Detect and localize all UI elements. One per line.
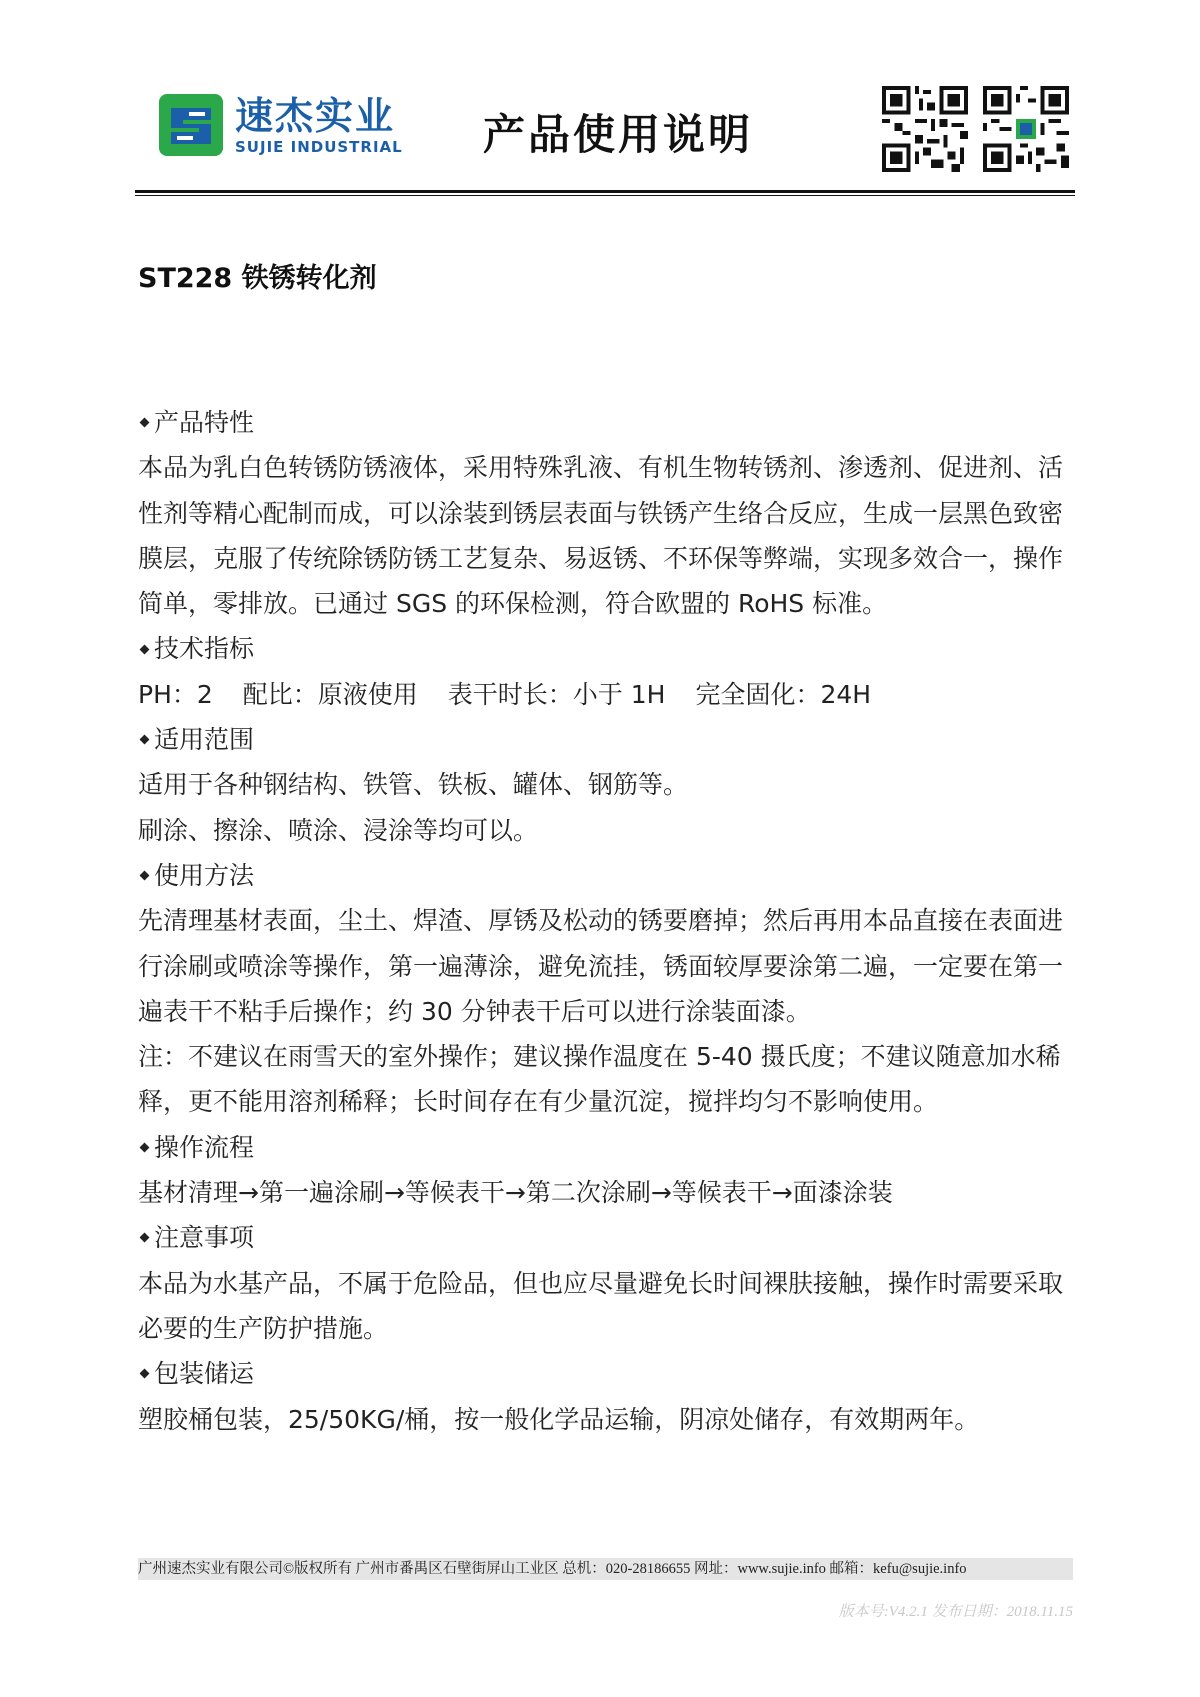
diamond-bullet-icon bbox=[140, 1369, 150, 1379]
section-heading: 产品特性 bbox=[138, 400, 1073, 445]
document-title: 产品使用说明 bbox=[483, 110, 754, 159]
spec-full-cure: 完全固化：24H bbox=[695, 679, 872, 709]
version-info: 版本号:V4.2.1 发布日期：2018.11.15 bbox=[838, 1604, 1073, 1620]
paragraph: 本品为水基产品，不属于危险品，但也应尽量避免长时间裸肤接触，操作时需要采取必要的生产防护措施。 bbox=[138, 1268, 1064, 1343]
paragraph: 适用于各种钢结构、铁管、铁板、罐体、钢筋等。 bbox=[138, 770, 689, 800]
paragraph: 先清理基材表面，尘土、焊渣、厚锈及松动的锈要磨掉；然后再用本品直接在表面进行涂刷或喷涂等操作，第一遍薄涂，避免流挂，锈面较厚要涂第二遍，一定要在第一遍表干不粘手后操作；约 30 分钟表干后可以进行涂装面漆。 bbox=[138, 906, 1064, 1026]
header-divider-thin bbox=[135, 195, 1075, 196]
diamond-bullet-icon bbox=[140, 871, 150, 881]
qr-code-icon bbox=[983, 86, 1069, 172]
spec-surface-dry: 表干时长：小于 1H bbox=[447, 679, 666, 709]
paragraph: 塑胶桶包装，25/50KG/桶，按一般化学品运输，阴凉处储存，有效期两年。 bbox=[138, 1404, 980, 1434]
document-body bbox=[138, 400, 1073, 1442]
section-heading: 使用方法 bbox=[138, 853, 1073, 898]
product-title: ST228 铁锈转化剂 bbox=[138, 263, 377, 294]
section-heading: 注意事项 bbox=[138, 1215, 1073, 1260]
spec-ratio: 配比：原液使用 bbox=[242, 679, 418, 709]
logo-english-name: SUJIE INDUSTRIAL bbox=[235, 138, 403, 156]
diamond-bullet-icon bbox=[140, 418, 150, 428]
paragraph: 刷涂、擦涂、喷涂、浸涂等均可以。 bbox=[138, 815, 539, 845]
note-paragraph: 注：不建议在雨雪天的室外操作；建议操作温度在 5-40 摄氏度；不建议随意加水稀释，更不能用溶剂稀释；长时间存在有少量沉淀，搅拌均匀不影响使用。 bbox=[138, 1042, 1061, 1117]
section-heading: 操作流程 bbox=[138, 1125, 1073, 1170]
paragraph: 本品为乳白色转锈防锈液体，采用特殊乳液、有机生物转锈剂、渗透剂、促进剂、活性剂等精心配制而成，可以涂装到锈层表面与铁锈产生络合反应，生成一层黑色致密膜层，克服了传统除锈防锈工艺复杂、易返锈、不环保等弊端，实现多效合一，操作简单，零排放。已通过 SGS 的环保检测，符合欧盟的 RoHS 标准。 bbox=[138, 453, 1064, 619]
logo-chinese-name: 速杰实业 bbox=[235, 94, 396, 138]
diamond-bullet-icon bbox=[140, 644, 150, 654]
section-heading: 包装储运 bbox=[138, 1351, 1073, 1396]
section-heading: 技术指标 bbox=[138, 626, 1073, 671]
footer-company-info: 广州速杰实业有限公司©版权所有 广州市番禺区石壁街屏山工业区 总机：020-28186655 网址：www.sujie.info 邮箱：kefu@sujie.info bbox=[138, 1558, 1073, 1580]
header-divider bbox=[135, 190, 1075, 193]
qr-code-icon bbox=[882, 86, 968, 172]
paragraph: 基材清理→第一遍涂刷→等候表干→第二次涂刷→等候表干→面漆涂装 bbox=[138, 1178, 893, 1208]
page-header bbox=[135, 78, 1075, 188]
sujie-logo-icon bbox=[159, 94, 223, 156]
diamond-bullet-icon bbox=[140, 1142, 150, 1152]
diamond-bullet-icon bbox=[140, 1233, 150, 1243]
section-heading: 适用范围 bbox=[138, 717, 1073, 762]
diamond-bullet-icon bbox=[140, 735, 150, 745]
company-logo bbox=[159, 94, 403, 156]
spec-ph: PH：2 bbox=[138, 679, 213, 709]
tech-specs bbox=[138, 672, 1073, 717]
